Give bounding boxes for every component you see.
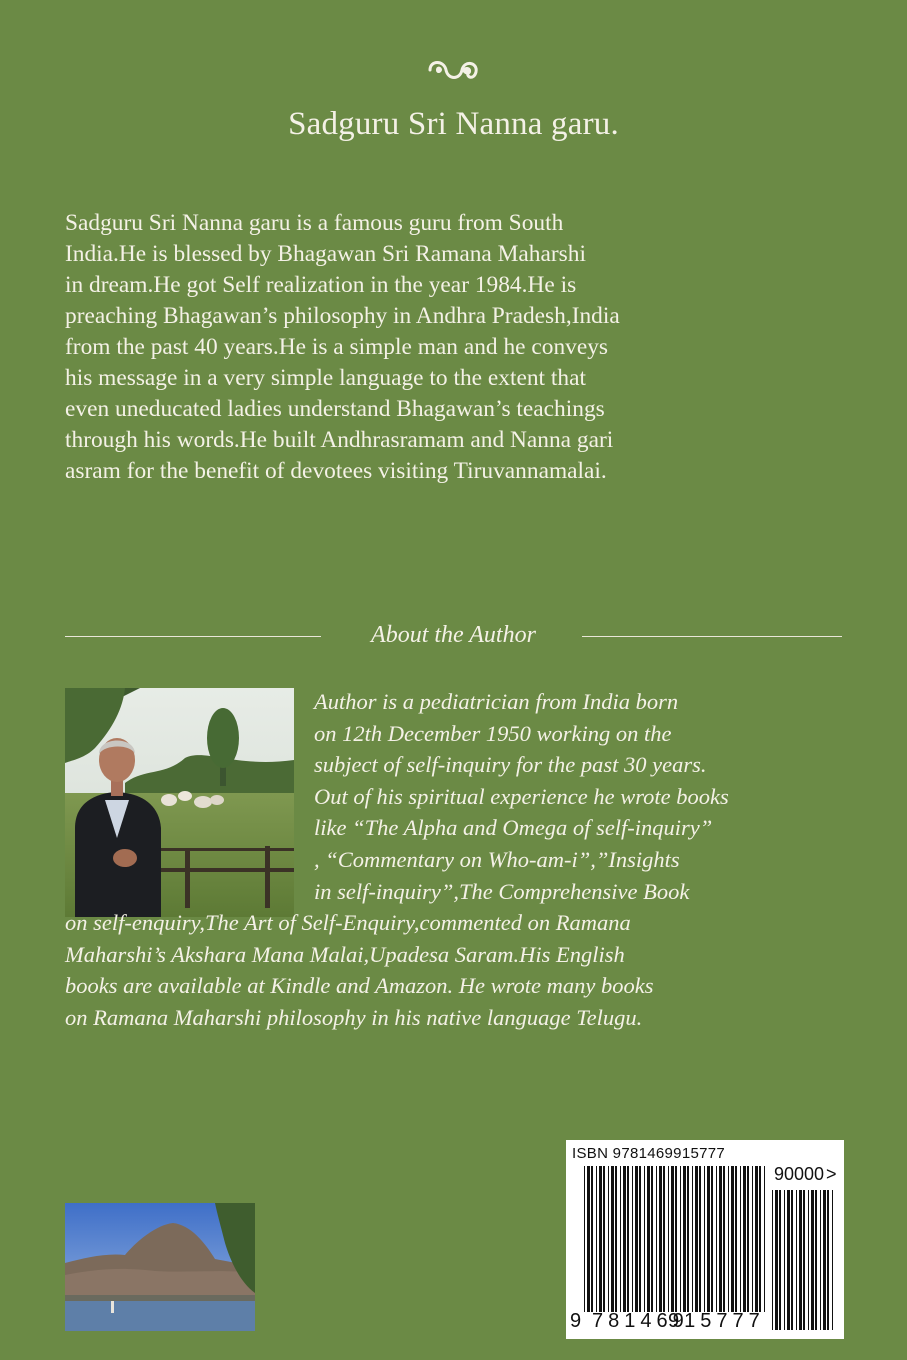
barcode-bar bbox=[620, 1166, 621, 1312]
barcode-bar bbox=[704, 1166, 705, 1312]
barcode-bar bbox=[755, 1166, 758, 1312]
bio-line: even uneducated ladies understand Bhagawan’s teachings bbox=[65, 396, 605, 422]
barcode-bar bbox=[820, 1190, 821, 1330]
barcode-bar bbox=[759, 1166, 761, 1312]
barcode-bar bbox=[680, 1166, 681, 1312]
barcode-bar bbox=[832, 1190, 833, 1330]
barcode-bar bbox=[611, 1166, 614, 1312]
bio-line: asram for the benefit of devotees visiting Tiruvannamalai. bbox=[65, 458, 607, 484]
barcode-bar bbox=[719, 1166, 722, 1312]
bio-line: his message in a very simple language to the extent that bbox=[65, 365, 586, 391]
barcode-bar bbox=[728, 1166, 729, 1312]
author-bio-line: , “Commentary on Who-am-i”,”Insights bbox=[314, 846, 680, 872]
barcode-bar bbox=[723, 1166, 725, 1312]
barcode-bar bbox=[627, 1166, 629, 1312]
barcode-bar bbox=[799, 1190, 802, 1330]
barcode-bar bbox=[635, 1166, 638, 1312]
barcode-bar bbox=[764, 1166, 765, 1312]
barcode-bar bbox=[663, 1166, 665, 1312]
barcode-bar bbox=[752, 1166, 753, 1312]
barcode-bar bbox=[787, 1190, 790, 1330]
barcode-bar bbox=[811, 1190, 814, 1330]
bio-line: preaching Bhagawan’s philosophy in Andhra Pradesh,India bbox=[65, 303, 620, 329]
isbn-label: ISBN 9781469915777 bbox=[572, 1145, 726, 1162]
barcode-bar bbox=[675, 1166, 677, 1312]
barcode-bar bbox=[695, 1166, 698, 1312]
barcode-bar bbox=[784, 1190, 785, 1330]
barcode-bar bbox=[599, 1166, 602, 1312]
barcode-bar bbox=[659, 1166, 662, 1312]
barcode-bar bbox=[711, 1166, 713, 1312]
barcode-bar bbox=[823, 1190, 826, 1330]
barcode-bar bbox=[587, 1166, 590, 1312]
barcode-bar bbox=[692, 1166, 693, 1312]
barcode-bar bbox=[644, 1166, 645, 1312]
barcode-bar bbox=[808, 1190, 809, 1330]
author-bio-line: like “The Alpha and Omega of self-inquiry” bbox=[314, 815, 713, 841]
barcode-bar bbox=[791, 1190, 793, 1330]
barcode-bar bbox=[639, 1166, 641, 1312]
barcode-bar bbox=[827, 1190, 829, 1330]
barcode-bar bbox=[803, 1190, 805, 1330]
barcode-bar bbox=[591, 1166, 593, 1312]
barcode-bar bbox=[743, 1166, 746, 1312]
barcode-bar bbox=[596, 1166, 597, 1312]
section-title-about: About the Author bbox=[371, 622, 536, 648]
divider-right bbox=[582, 636, 842, 637]
vine-ornament-icon bbox=[424, 56, 484, 90]
bio-line: Sadguru Sri Nanna garu is a famous guru from South bbox=[65, 210, 564, 236]
barcode-bar bbox=[615, 1166, 617, 1312]
barcode-bar bbox=[668, 1166, 669, 1312]
author-bio-line: on self-enquiry,The Art of Self-Enquiry,commented on Ramana bbox=[65, 910, 631, 936]
barcode-bar bbox=[815, 1190, 817, 1330]
barcode-bar bbox=[707, 1166, 710, 1312]
barcode-bar bbox=[608, 1166, 609, 1312]
author-bio-line: on 12th December 1950 working on the bbox=[314, 720, 672, 746]
author-bio-line: books are available at Kindle and Amazon. He wrote many books bbox=[65, 973, 654, 999]
barcode-bar bbox=[772, 1190, 773, 1330]
author-bio-line: Maharshi’s Akshara Mana Malai,Upadesa Saram.His English bbox=[65, 941, 625, 967]
author-biography bbox=[65, 686, 865, 1034]
arunachala-mountain-photo bbox=[65, 1203, 255, 1331]
bio-line: India.He is blessed by Bhagawan Sri Ramana Maharshi bbox=[65, 241, 586, 267]
barcode-bar bbox=[731, 1166, 734, 1312]
barcode-bar bbox=[699, 1166, 701, 1312]
barcode-bar bbox=[716, 1166, 717, 1312]
barcode-bar bbox=[671, 1166, 674, 1312]
barcode-bar bbox=[687, 1166, 689, 1312]
barcode-bar bbox=[647, 1166, 650, 1312]
ean-left-digits: 781469 bbox=[592, 1310, 689, 1332]
author-bio-line: on Ramana Maharshi philosophy in his native language Telugu. bbox=[65, 1004, 643, 1030]
barcode-bar bbox=[775, 1190, 778, 1330]
barcode-bar bbox=[584, 1166, 585, 1312]
barcode-bar bbox=[683, 1166, 686, 1312]
author-bio-line: Out of his spiritual experience he wrote books bbox=[314, 783, 729, 809]
barcode-bar bbox=[747, 1166, 749, 1312]
barcode-bar bbox=[623, 1166, 626, 1312]
barcode-bar bbox=[603, 1166, 605, 1312]
barcode-bar bbox=[651, 1166, 653, 1312]
price-arrow: > bbox=[826, 1164, 837, 1184]
bio-line: from the past 40 years.He is a simple man and he conveys bbox=[65, 334, 609, 360]
price-code: 90000 bbox=[774, 1164, 825, 1184]
isbn-barcode bbox=[566, 1140, 844, 1339]
guru-biography bbox=[65, 208, 855, 487]
barcode-bar bbox=[779, 1190, 781, 1330]
author-bio-line: subject of self-inquiry for the past 30 years. bbox=[314, 752, 707, 778]
barcode-bar bbox=[632, 1166, 633, 1312]
ean-right-digits: 915777 bbox=[668, 1310, 765, 1332]
page-title: Sadguru Sri Nanna garu. bbox=[288, 106, 619, 142]
bio-line: in dream.He got Self realization in the year 1984.He is bbox=[65, 272, 577, 298]
barcode-bar bbox=[656, 1166, 657, 1312]
bio-line: through his words.He built Andhrasramam and Nanna gari bbox=[65, 427, 614, 453]
ean-first-digit: 9 bbox=[570, 1310, 582, 1332]
barcode-bar bbox=[735, 1166, 737, 1312]
barcode-bar bbox=[740, 1166, 741, 1312]
author-bio-line: Author is a pediatrician from India born bbox=[314, 689, 679, 714]
author-bio-line: in self-inquiry”,The Comprehensive Book bbox=[314, 878, 690, 904]
barcode-bar bbox=[796, 1190, 797, 1330]
